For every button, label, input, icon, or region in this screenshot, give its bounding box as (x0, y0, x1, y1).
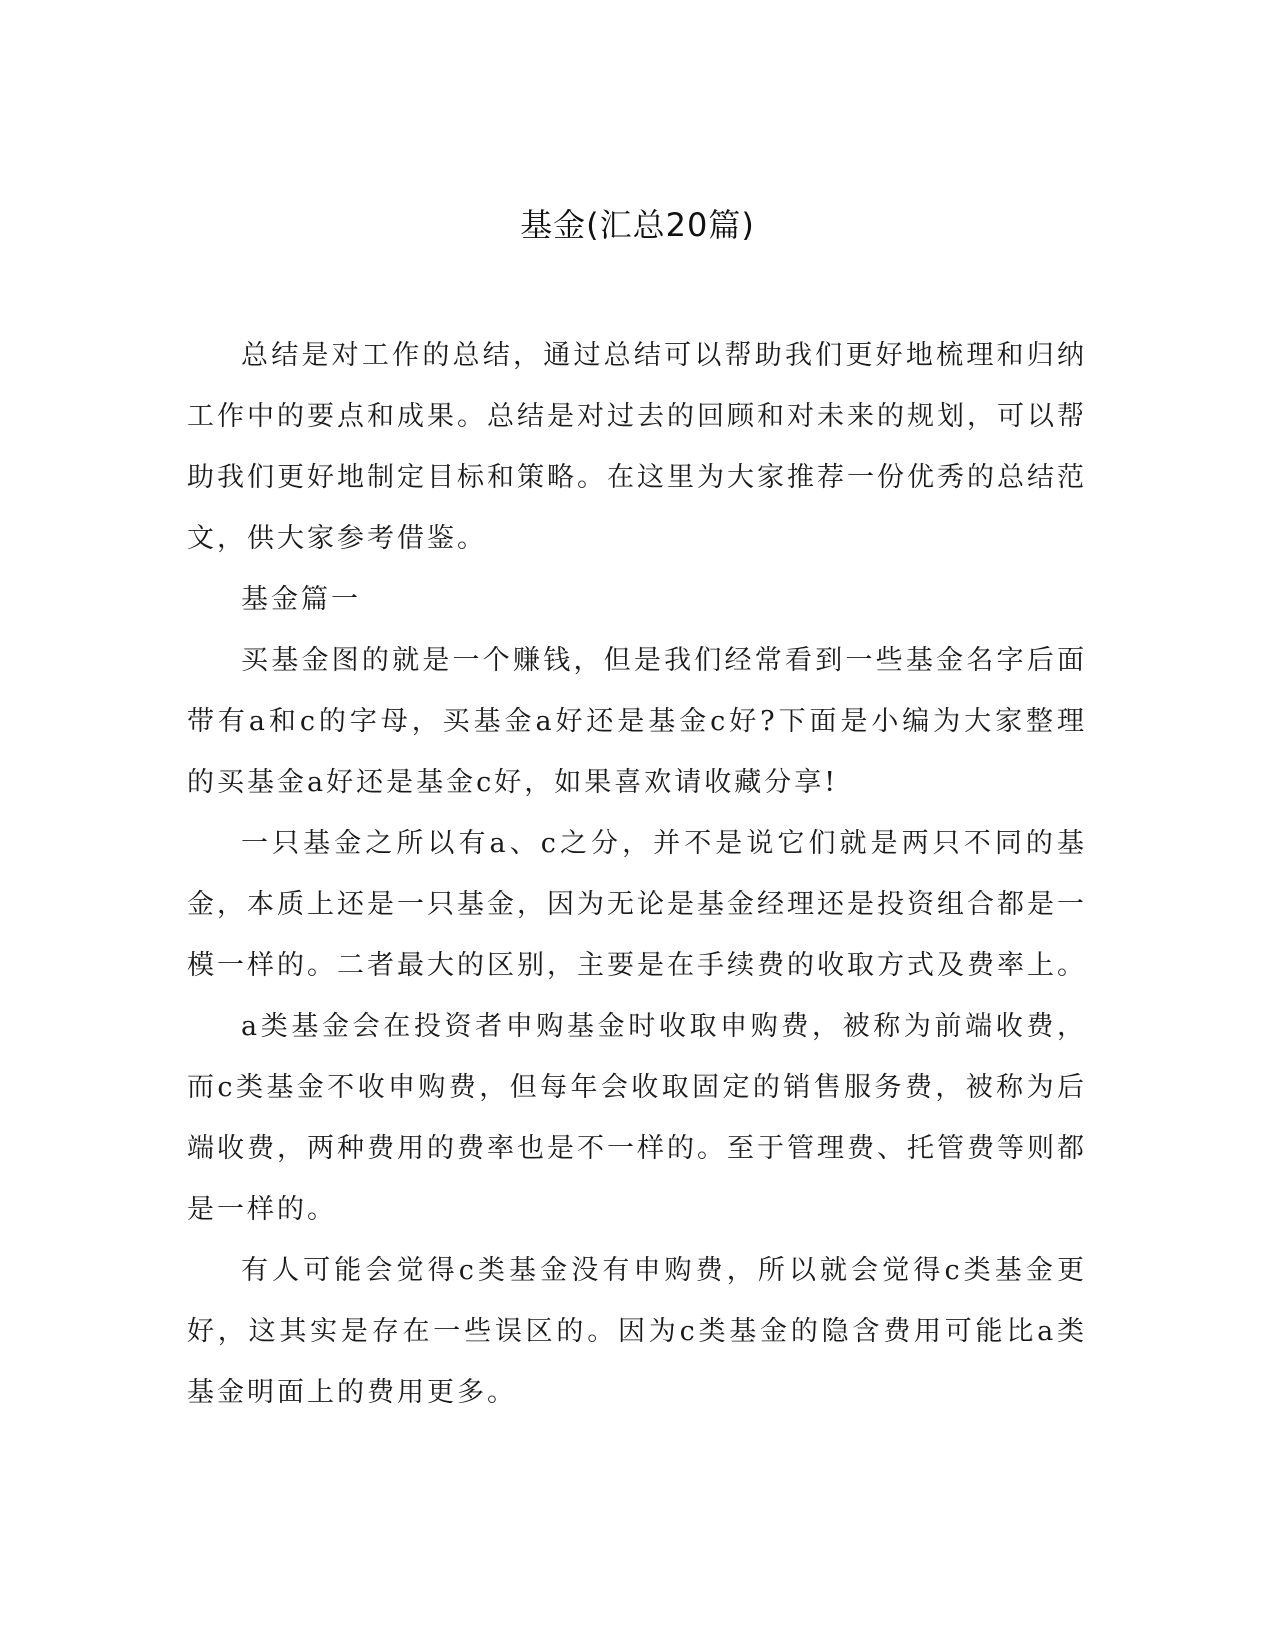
section-heading: 基金篇一 (241, 584, 361, 615)
paragraph: a类基金会在投资者申购基金时收取申购费，被称为前端收费，而c类基金不收申购费，但每年会收取固定的销售服务费，被称为后端收费，两种费用的费率也是不一样的。至于管理费、托管费等则都是一样的。 (187, 1011, 1087, 1225)
paragraph: 一只基金之所以有a、c之分，并不是说它们就是两只不同的基金，本质上还是一只基金，因为无论是基金经理还是投资组合都是一模一样的。二者最大的区别，主要是在手续费的收取方式及费率上。 (187, 828, 1087, 981)
document-title: 基金(汇总20篇) (520, 206, 755, 244)
document-body (187, 325, 1087, 1423)
paragraph-intro: 总结是对工作的总结，通过总结可以帮助我们更好地梳理和归纳工作中的要点和成果。总结是对过去的回顾和对未来的规划，可以帮助我们更好地制定目标和策略。在这里为大家推荐一份优秀的总结范文，供大家参考借鉴。 (187, 340, 1087, 554)
paragraph: 买基金图的就是一个赚钱，但是我们经常看到一些基金名字后面带有a和c的字母，买基金a好还是基金c好?下面是小编为大家整理的买基金a好还是基金c好，如果喜欢请收藏分享! (187, 645, 1087, 798)
paragraph: 有人可能会觉得c类基金没有申购费，所以就会觉得c类基金更好，这其实是存在一些误区的。因为c类基金的隐含费用可能比a类基金明面上的费用更多。 (187, 1255, 1087, 1408)
